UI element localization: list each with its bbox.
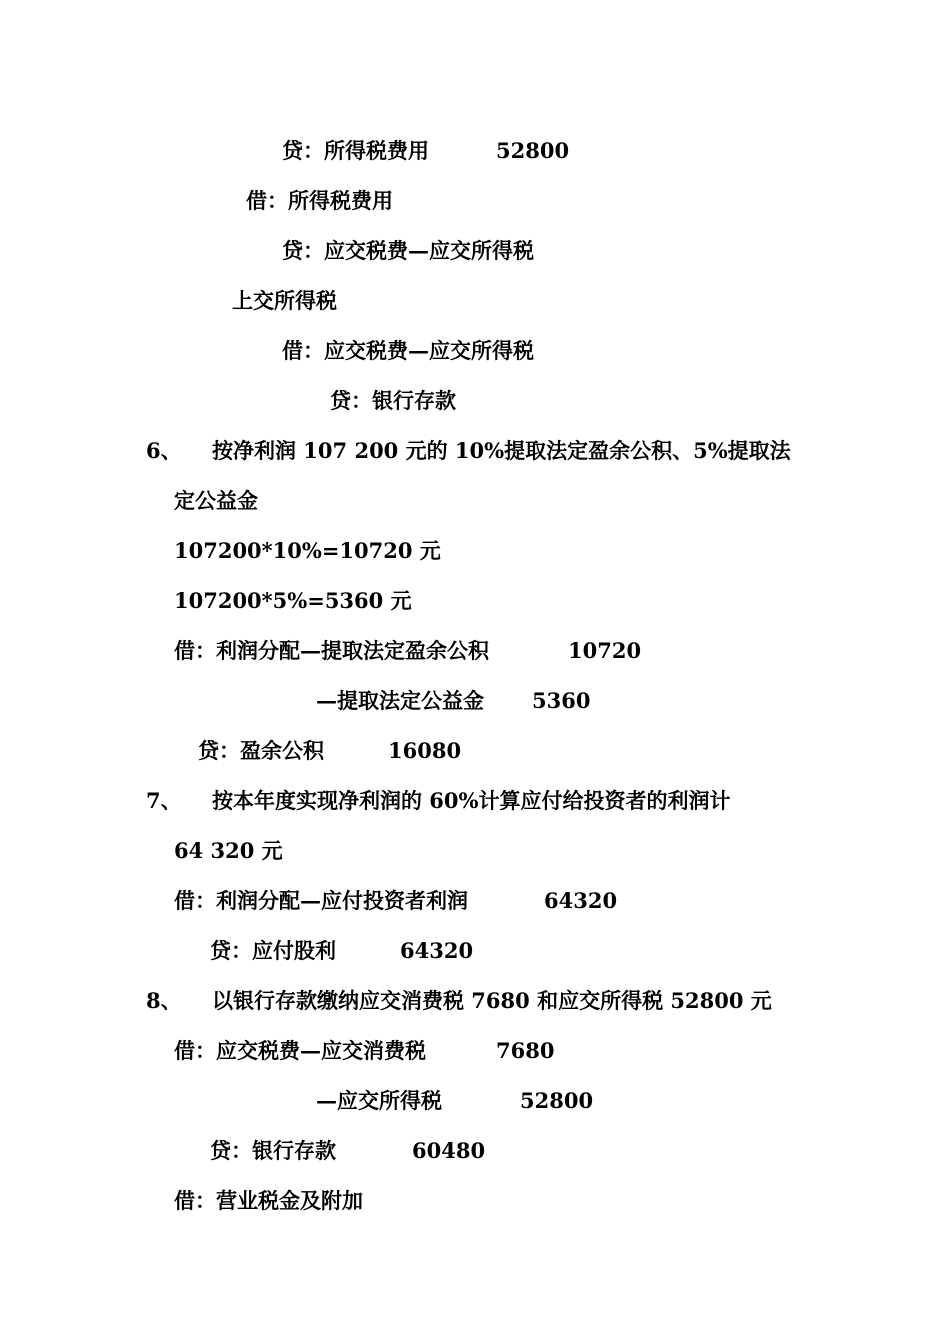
item-description-continued: 定公益金 [174, 488, 258, 513]
section-pay-income-tax: 上交所得税 [232, 288, 337, 313]
entry-credit-dividends-payable: 贷：应付股利 [210, 938, 336, 963]
item-description: 按净利润 107 200 元的 10%提取法定盈余公积、5%提取法 [212, 438, 791, 463]
item-description: 以银行存款缴纳应交消费税 7680 和应交所得税 52800 元 [212, 988, 772, 1013]
item-description-continued: 64 320 元 [174, 838, 283, 863]
calculation: 107200*10%=10720 元 [174, 538, 441, 563]
entry-debit-income-tax-expense: 借：所得税费用 [246, 188, 393, 213]
entry-debit-tax-payable: 借：应交税费—应交消费税 [174, 1038, 426, 1063]
item-number: 8、 [146, 988, 182, 1013]
entry-amount: 64320 [544, 888, 618, 913]
item-description: 按本年度实现净利润的 60%计算应付给投资者的利润计 [212, 788, 731, 813]
entry-credit-bank-deposit: 贷：银行存款 [210, 1138, 336, 1163]
entry-credit-income-tax-expense: 贷：所得税费用 [282, 138, 429, 163]
entry-credit-surplus-reserve: 贷：盈余公积 [198, 738, 324, 763]
entry-amount: 7680 [496, 1038, 555, 1063]
calculation: 107200*5%=5360 元 [174, 588, 412, 613]
entry-debit-sub-account: —提取法定公益金 [316, 688, 484, 713]
entry-debit-profit-distribution: 借：利润分配—提取法定盈余公积 [174, 638, 489, 663]
entry-debit-sub-account: —应交所得税 [316, 1088, 442, 1113]
item-number: 7、 [146, 788, 182, 813]
entry-amount: 16080 [388, 738, 462, 763]
entry-credit-bank-deposit: 贷：银行存款 [330, 388, 456, 413]
entry-amount: 60480 [412, 1138, 486, 1163]
entry-credit-tax-payable: 贷：应交税费—应交所得税 [282, 238, 534, 263]
entry-debit-business-tax: 借：营业税金及附加 [174, 1188, 363, 1213]
entry-amount: 5360 [532, 688, 591, 713]
entry-amount: 52800 [520, 1088, 594, 1113]
entry-debit-tax-payable: 借：应交税费—应交所得税 [282, 338, 534, 363]
item-number: 6、 [146, 438, 182, 463]
entry-debit-profit-distribution: 借：利润分配—应付投资者利润 [174, 888, 468, 913]
entry-amount: 64320 [400, 938, 474, 963]
entry-amount: 10720 [568, 638, 642, 663]
entry-amount: 52800 [496, 138, 570, 163]
